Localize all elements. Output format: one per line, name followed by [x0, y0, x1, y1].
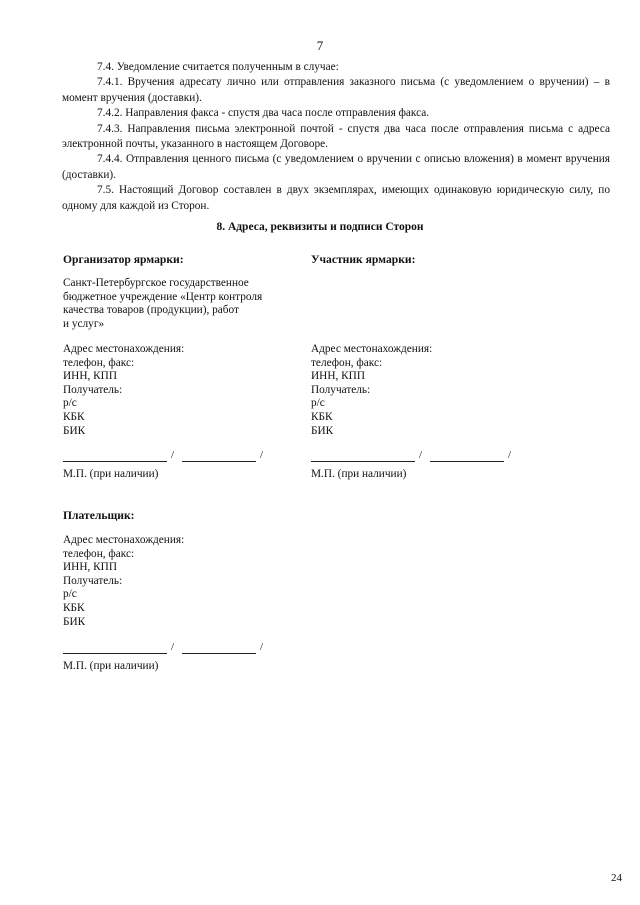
organizer-stamp-label: М.П. (при наличии)	[63, 468, 159, 480]
payer-heading: Плательщик:	[63, 509, 135, 522]
payer-heading-block	[63, 509, 135, 523]
paragraph-7-4-3: 7.4.3. Направления письма электронной почтой - спустя два часа после отправления письма с адреса электронной почты, указанного в настоящем Договоре.	[62, 122, 610, 151]
requisite-address: Адрес местонахождения:	[311, 343, 433, 355]
organizer-name-line: качества товаров (продукции), работ	[63, 304, 239, 317]
organizer-heading: Организатор ярмарки:	[63, 253, 184, 266]
organizer-name-line: и услуг»	[63, 317, 105, 330]
requisite-inn: ИНН, КПП	[311, 370, 365, 383]
paragraph-7-5: 7.5. Настоящий Договор составлен в двух экземплярах, имеющих одинаковую юридическую силу, по одному для каждой из Сторон.	[62, 184, 610, 212]
signature-slash: /	[419, 449, 423, 461]
contract-body	[62, 60, 610, 214]
participant-heading-block	[311, 253, 415, 267]
requisite-account: р/с	[311, 397, 325, 410]
requisite-phone: телефон, факс:	[311, 356, 383, 369]
requisite-address: Адрес местонахождения:	[63, 343, 185, 355]
payer-requisites	[63, 534, 184, 629]
signature-underline	[430, 460, 504, 462]
requisite-phone: телефон, факс:	[63, 547, 135, 560]
participant-signature-line	[311, 448, 516, 462]
requisite-recipient: Получатель:	[63, 383, 123, 396]
organizer-name-line: бюджетное учреждение «Центр контроля	[63, 290, 263, 303]
requisite-kbk: КБК	[63, 601, 85, 614]
requisite-kbk: КБК	[63, 410, 85, 423]
signature-underline	[63, 460, 167, 462]
requisite-bik: БИК	[63, 424, 86, 437]
requisite-account: р/с	[63, 588, 77, 601]
participant-heading: Участник ярмарки:	[311, 253, 416, 266]
organizer-heading-block	[63, 253, 184, 267]
requisite-bik: БИК	[311, 424, 334, 437]
requisite-account: р/с	[63, 397, 77, 410]
organizer-name-line: Санкт-Петербургское государственное	[63, 277, 249, 289]
signature-underline	[182, 652, 256, 654]
signature-underline	[63, 652, 167, 654]
paragraph-7-4-2: 7.4.2. Направления факса - спустя два часа после отправления факса.	[97, 107, 430, 120]
signature-slash: /	[171, 641, 175, 653]
organizer-requisites	[63, 343, 184, 438]
signature-underline	[311, 460, 415, 462]
page-number: 7	[316, 38, 324, 53]
footer-page-number: 24	[611, 872, 622, 884]
requisite-recipient: Получатель:	[63, 574, 123, 587]
payer-signature-line	[63, 640, 268, 654]
requisite-recipient: Получатель:	[311, 383, 371, 396]
requisite-bik: БИК	[63, 615, 86, 628]
requisite-address: Адрес местонахождения:	[63, 534, 185, 546]
requisite-phone: телефон, факс:	[63, 356, 135, 369]
section-title: 8. Адреса, реквизиты и подписи Сторон	[216, 221, 424, 233]
signature-slash: /	[260, 641, 264, 653]
participant-requisites	[311, 343, 432, 438]
signature-underline	[182, 460, 256, 462]
paragraph-7-4: 7.4. Уведомление считается полученным в случае:	[97, 61, 339, 73]
signature-slash: /	[171, 449, 175, 461]
paragraph-7-4-4: 7.4.4. Отправления ценного письма (с уведомлением о вручении с описью вложения) в момент вручения (доставки).	[62, 153, 610, 181]
participant-stamp-label: М.П. (при наличии)	[311, 468, 407, 480]
payer-stamp-label: М.П. (при наличии)	[63, 660, 159, 672]
signature-slash: /	[260, 449, 264, 461]
requisite-inn: ИНН, КПП	[63, 370, 117, 383]
organizer-signature-line	[63, 448, 268, 462]
organizer-name	[63, 277, 313, 331]
signature-slash: /	[508, 449, 512, 461]
requisite-inn: ИНН, КПП	[63, 561, 117, 574]
paragraph-7-4-1: 7.4.1. Вручения адресату лично или отправления заказного письма (с уведомлением о вручении) – в момент вручения (доставки).	[62, 76, 610, 104]
requisite-kbk: КБК	[311, 410, 333, 423]
